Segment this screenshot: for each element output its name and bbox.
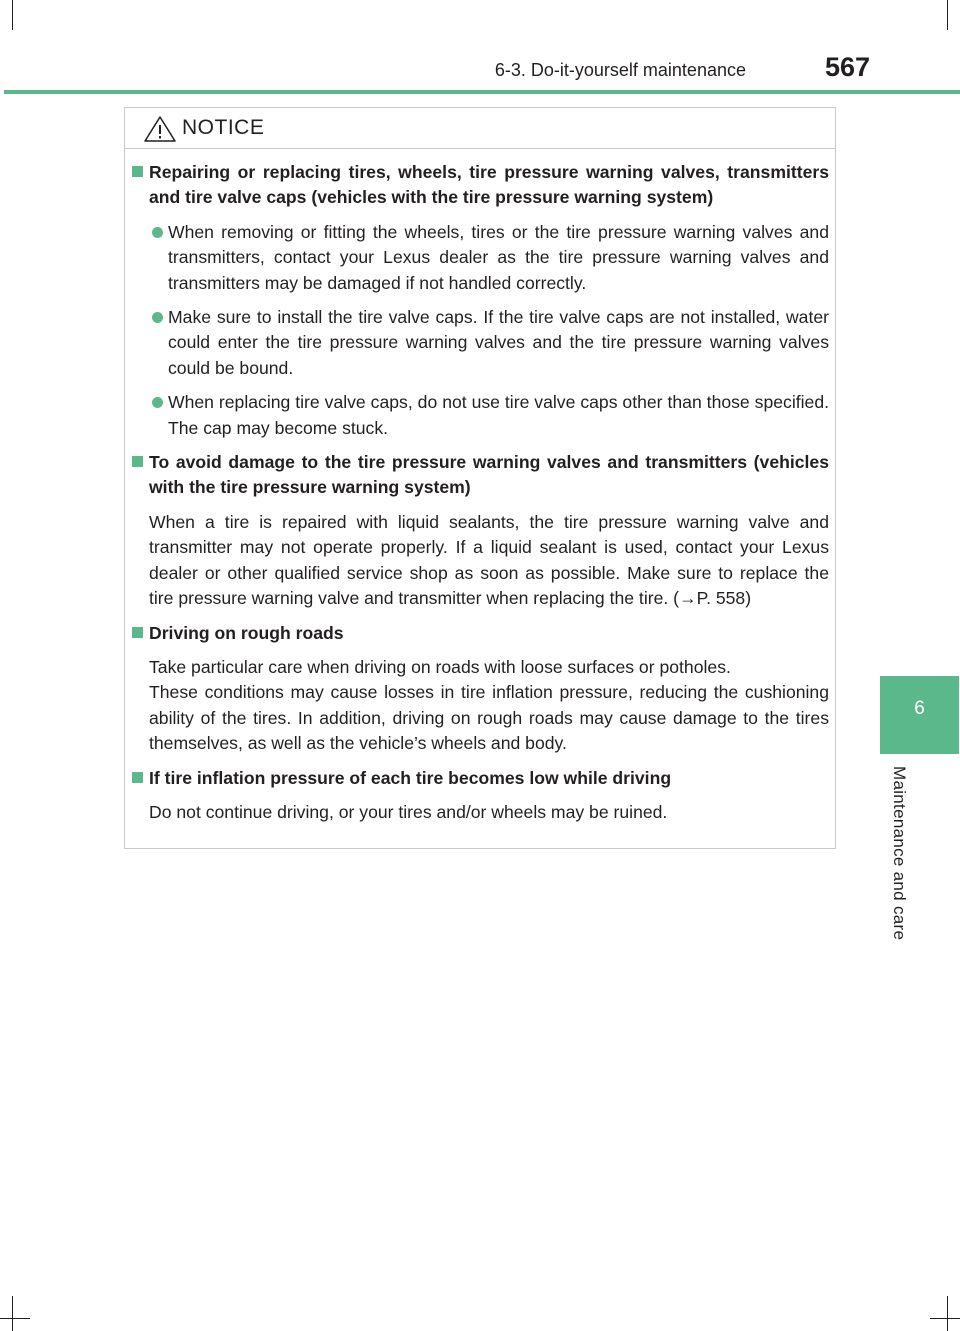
section-heading [125, 450, 829, 501]
circle-bullet-icon [152, 227, 163, 238]
square-bullet-icon [132, 166, 143, 177]
chapter-number: 6 [914, 698, 925, 719]
bullet-item [125, 220, 829, 296]
circle-bullet-icon [152, 312, 163, 323]
crop-mark [947, 1296, 948, 1331]
circle-bullet-icon [152, 397, 163, 408]
heading-text: If tire inflation pressure of each tire becomes low while driving [149, 767, 672, 788]
crop-mark [930, 1318, 960, 1319]
section-heading [125, 160, 829, 211]
heading-text: Repairing or replacing tires, wheels, tire pressure warning valves, transmitters and tire valve caps (vehicles with the tire pressure warning system) [149, 162, 829, 208]
square-bullet-icon [132, 627, 143, 638]
bullet-text: When replacing tire valve caps, do not use tire valve caps other than those specified. The cap may become stuck. [168, 392, 829, 438]
crop-mark [12, 0, 13, 30]
paragraph: When a tire is repaired with liquid sealants, the tire pressure warning valve and transmitter may not operate properly. If a liquid sealant is used, contact your Lexus dealer or other qualified service shop as soon as possible. Make sure to replace the tire pressure warning valve and transmitter when replacing the tire. (→P. 558) [149, 511, 829, 609]
crop-mark [12, 1296, 13, 1331]
bullet-text: Make sure to install the tire valve caps. If the tire valve caps are not installed, water could enter the tire pressure warning valves and the tire pressure warning valves could be bound. [168, 307, 829, 378]
section-heading [125, 621, 829, 646]
crop-mark [947, 0, 948, 30]
notice-title: NOTICE [182, 116, 265, 139]
notice-body [125, 160, 829, 825]
bullet-item [125, 305, 829, 381]
bullet-text: When removing or fitting the wheels, tires or the tire pressure warning valves and transmitters, contact your Lexus dealer as the tire pressure warning valves and transmitters may be damaged if not handled correctly. [168, 221, 829, 293]
heading-text: Driving on rough roads [149, 622, 344, 643]
section-title: 6-3. Do-it-yourself maintenance [494, 60, 746, 80]
header-rule [4, 90, 960, 94]
warning-triangle-icon [143, 115, 177, 143]
section-heading [125, 766, 829, 791]
bullet-item [125, 390, 829, 441]
square-bullet-icon [132, 456, 143, 467]
chapter-tab [880, 676, 959, 754]
paragraph: Do not continue driving, or your tires and/or wheels may be ruined. [149, 801, 668, 822]
notice-header [125, 108, 835, 149]
page-number: 567 [824, 52, 870, 82]
notice-box [124, 107, 836, 849]
heading-text: To avoid damage to the tire pressure warning valves and transmitters (vehicles with the tire pressure warning system) [149, 452, 829, 498]
square-bullet-icon [132, 772, 143, 783]
paragraph: These conditions may cause losses in tire inflation pressure, reducing the cushioning ability of the tires. In addition, driving on rough roads may cause damage to the tires themselves, as well as the vehicle’s wheels and body. [149, 682, 829, 754]
paragraph: Take particular care when driving on roads with loose surfaces or potholes. [149, 656, 731, 677]
chapter-title: Maintenance and care [890, 766, 909, 941]
crop-mark [0, 1318, 30, 1319]
